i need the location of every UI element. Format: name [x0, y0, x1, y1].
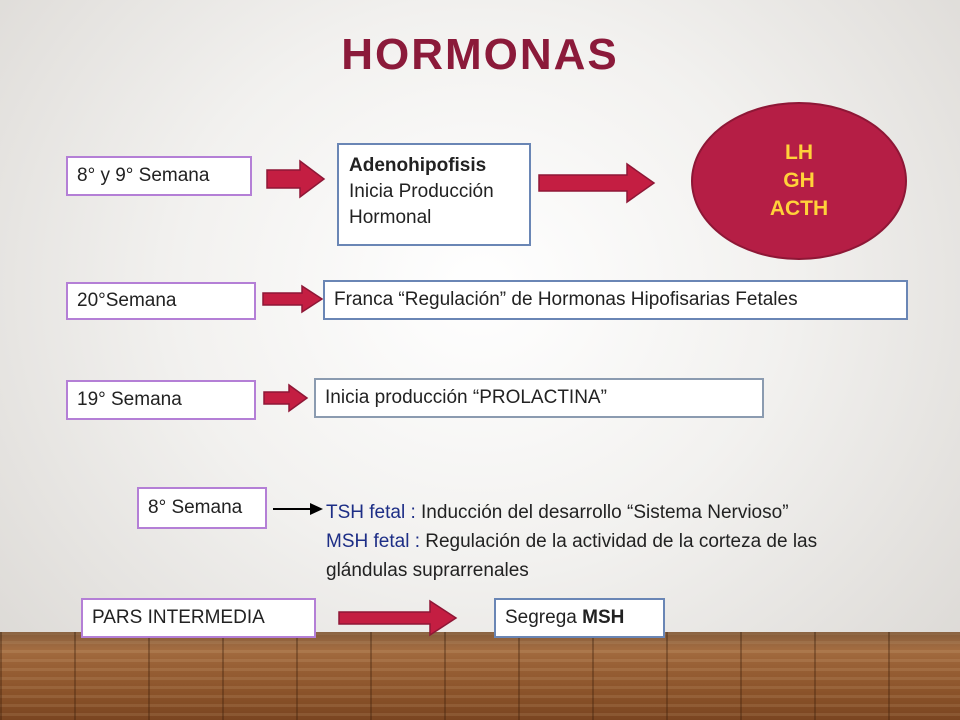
segrega-box	[494, 598, 665, 638]
segrega-label: Segrega	[505, 607, 583, 628]
adenohipofisis-box	[337, 143, 531, 246]
week-8-9-label: 8° y 9° Semana	[77, 165, 210, 186]
tsh-text: Inducción del desarrollo “Sistema Nervioso”	[415, 502, 789, 523]
msh-line-2	[326, 556, 926, 585]
regulacion-text: Franca “Regulación” de Hormonas Hipofisarias Fetales	[334, 289, 798, 310]
msh-line	[326, 527, 926, 556]
week-8-label: 8° Semana	[148, 497, 243, 518]
week-8-box	[137, 487, 267, 529]
arrow-icon	[538, 162, 656, 204]
adenohipofisis-title: Adenohipofisis	[349, 155, 487, 176]
segrega-text	[505, 607, 624, 629]
tsh-line	[326, 498, 926, 527]
pars-intermedia-box	[81, 598, 316, 638]
adenohipofisis-line3: Hormonal	[349, 207, 432, 228]
week-20-box	[66, 282, 256, 320]
regulacion-box	[323, 280, 908, 320]
week-19-box	[66, 380, 256, 420]
msh-text: Regulación de la actividad de la corteza de las	[419, 531, 818, 552]
page-title: HORMONAS	[341, 30, 619, 79]
tsh-label: TSH fetal :	[326, 502, 416, 523]
arrow-icon	[263, 383, 309, 413]
segrega-msh: MSH	[582, 607, 625, 628]
prolactina-box	[314, 378, 764, 418]
hormone-acth: ACTH	[769, 197, 829, 220]
arrow-icon	[338, 599, 458, 637]
line-arrow-icon	[272, 500, 324, 518]
hormone-gh: GH	[783, 169, 815, 192]
week-19-label: 19° Semana	[77, 389, 182, 410]
pars-intermedia-label: PARS INTERMEDIA	[92, 607, 265, 628]
adenohipofisis-line2: Inicia Producción	[349, 181, 494, 202]
hormone-lh: LH	[785, 141, 813, 164]
hormones-ellipse	[691, 102, 907, 260]
arrow-icon	[266, 159, 326, 199]
week-20-label: 20°Semana	[77, 290, 177, 311]
week-8-9-box	[66, 156, 252, 196]
arrow-icon	[262, 284, 324, 314]
msh-text-2: glándulas suprarrenales	[326, 560, 529, 581]
prolactina-text: Inicia producción “PROLACTINA”	[325, 387, 607, 408]
msh-label: MSH fetal :	[326, 531, 420, 552]
